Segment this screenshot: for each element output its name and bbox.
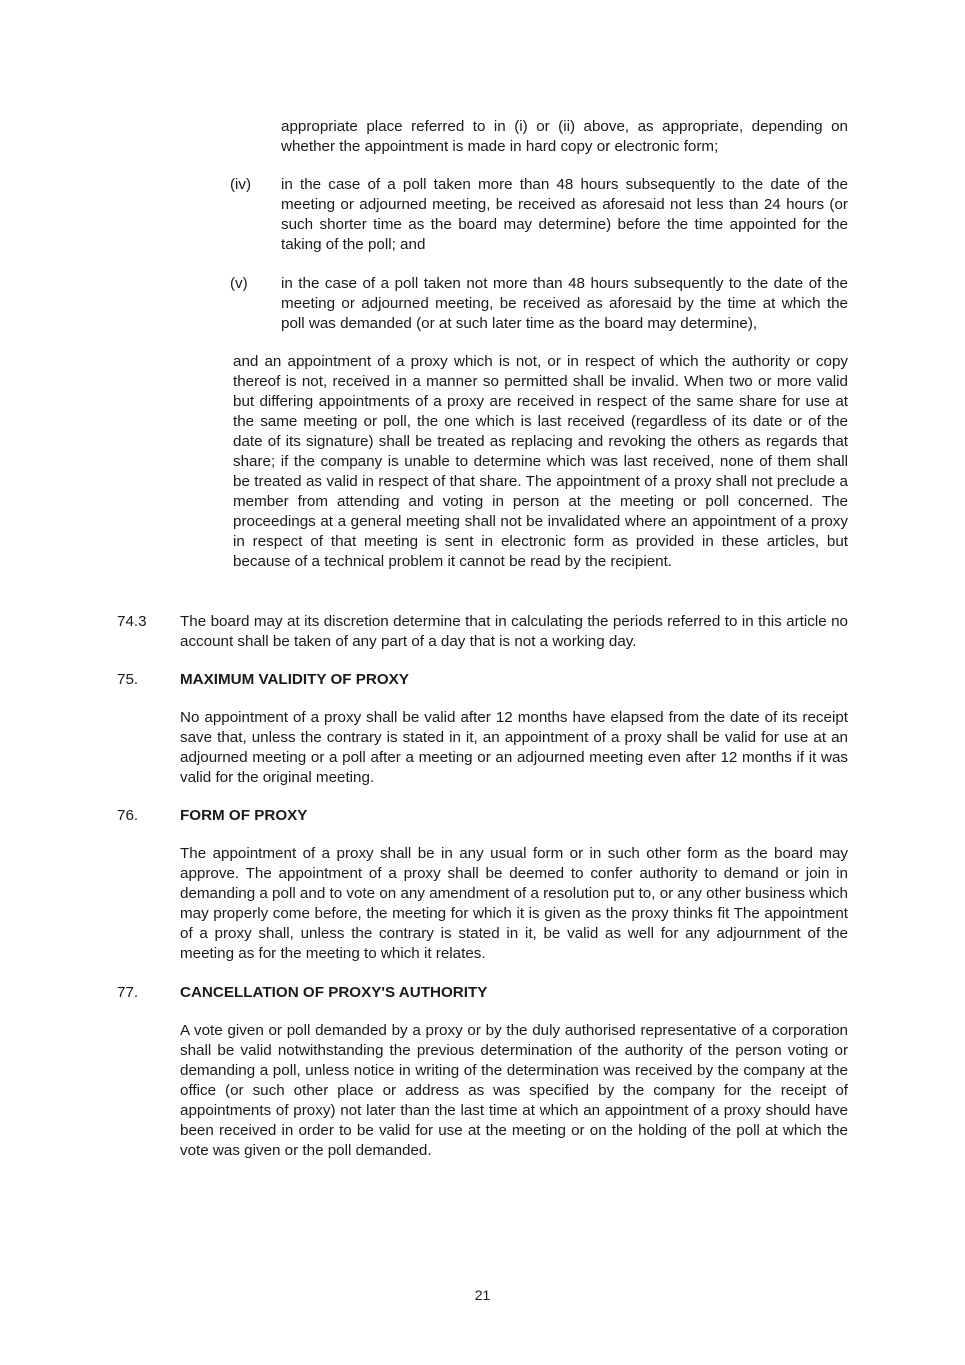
clause-74-3-text: The board may at its discretion determine that in calculating the periods referred to in this article no account shall be taken of any part of a day that is not a working day.	[180, 613, 848, 650]
proxy-invalidity-paragraph: and an appointment of a proxy which is not, or in respect of which the authority or copy thereof is not, received in a manner so permitted shall be invalid. When two or more valid but differing appointments of a proxy are received in respect of the same share for use at the same meeting or poll, the one which is last received (regardless of its date or of the date of its signature) shall be treated as replacing and revoking the others as regards that share; if the company is unable to determine which was last received, none of them shall be treated as valid in respect of that share. The appointment of a proxy shall not preclude a member from attending and voting in person at the meeting or poll concerned. The proceedings at a general meeting shall not be invalidated where an appointment of a proxy in respect of that meeting is sent in electronic form as provided in these articles, but because of a technical problem it cannot be read by the recipient.	[233, 353, 848, 570]
item-v-label: (v)	[230, 275, 248, 292]
page-number: 21	[474, 1287, 491, 1303]
item-v-text: in the case of a poll taken not more than 48 hours subsequently to the date of the meeting or adjourned meeting, be received as aforesaid by the time at which the poll was demanded (or at such later time as the board may determine),	[281, 275, 848, 332]
section-75-number: 75.	[117, 671, 139, 688]
item-iii-continuation: appropriate place referred to in (i) or (ii) above, as appropriate, depending on whether the appointment is made in hard copy or electronic form;	[281, 118, 848, 155]
section-76-number: 76.	[117, 807, 139, 824]
item-iv-text: in the case of a poll taken more than 48 hours subsequently to the date of the meeting or adjourned meeting, be received as aforesaid not less than 24 hours (or such shorter time as the board may determine) before the time appointed for the taking of the poll; and	[281, 176, 848, 253]
section-77-body: A vote given or poll demanded by a proxy or by the duly authorised representative of a corporation shall be valid notwithstanding the previous determination of the authority of the person voting or demanding a poll, unless notice in writing of the determination was received by the company at the office (or such other place or address as was specified by the company for the receipt of appointments of proxy) not later than the last time at which an appointment of a proxy should have been received in order to be valid for use at the meeting or on the holding of the poll at which the vote was given or the poll demanded.	[180, 1022, 848, 1159]
section-77-heading: CANCELLATION OF PROXY'S AUTHORITY	[180, 984, 488, 1001]
section-77-number: 77.	[117, 984, 139, 1001]
section-75-body: No appointment of a proxy shall be valid after 12 months have elapsed from the date of its receipt save that, unless the contrary is stated in it, an appointment of a proxy shall be valid for use at an adjourned meeting or a poll after a meeting or an adjourned meeting even after 12 months if it was valid for the original meeting.	[180, 709, 848, 786]
section-76-heading: FORM OF PROXY	[180, 807, 308, 824]
clause-74-3-number: 74.3	[117, 613, 147, 630]
item-iv-label: (iv)	[230, 176, 252, 193]
section-75-heading: MAXIMUM VALIDITY OF PROXY	[180, 671, 409, 688]
section-76-body: The appointment of a proxy shall be in any usual form or in such other form as the board may approve. The appointment of a proxy shall be deemed to confer authority to demand or join in demanding a poll and to vote on any amendment of a resolution put to, or any other business which may properly come before, the meeting for which it is given as the proxy thinks fit The appointment of a proxy shall, unless the contrary is stated in it, be valid as well for any adjournment of the meeting as for the meeting to which it relates.	[180, 845, 848, 962]
